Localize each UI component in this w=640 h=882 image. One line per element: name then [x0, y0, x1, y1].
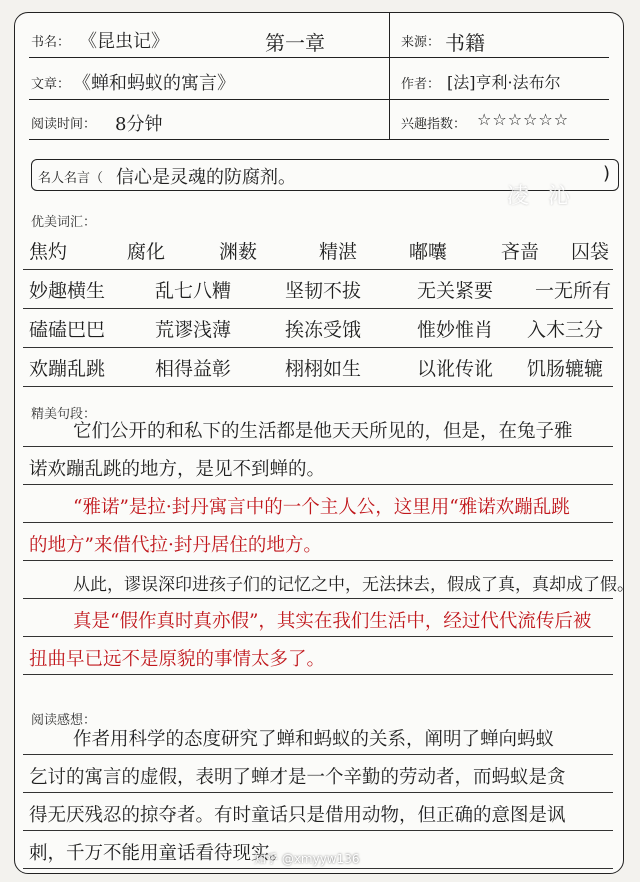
header-column-divider	[389, 13, 390, 140]
excerpt-text: 从此，谬误深印进孩子们的记忆之中，无法抹去，假成了真，真却成了假。	[73, 575, 634, 595]
vocab-word: 饥肠辘辘	[527, 358, 604, 380]
vocab-row	[23, 309, 613, 348]
reading-card	[14, 12, 634, 874]
quote-text: 信心是灵魂的防腐剂。	[116, 167, 296, 188]
excerpt-line	[23, 485, 613, 523]
vocab-word: 无关紧要	[417, 280, 494, 302]
reading-time-value: 8分钟	[115, 114, 163, 135]
vocab-word: 精湛	[319, 241, 358, 263]
reflection-text: 乞讨的寓言的虚假，表明了蝉才是一个辛勤的劳动者，而蚂蚁是贪	[29, 767, 566, 788]
vocab-word: 囚袋	[571, 241, 610, 263]
vocab-word: 荒谬浅薄	[155, 319, 232, 341]
vocab-word: 以讹传讹	[417, 358, 494, 380]
excerpt-line	[23, 523, 613, 561]
vocab-word: 焦灼	[29, 241, 68, 263]
chapter-title: 第一章	[265, 31, 325, 55]
vocab-word: 磕磕巴巴	[29, 319, 106, 341]
reflection-text: 得无厌残忍的掠夺者。有时童话只是借用动物，但正确的意图是讽	[29, 805, 566, 826]
reflection-lines	[23, 717, 613, 869]
vocab-word: 乱七八糟	[155, 280, 232, 302]
excerpt-line	[23, 561, 634, 599]
excerpt-line	[23, 599, 613, 637]
excerpt-annotation: 真是“假作真时真亦假”，其实在我们生活中，经过代代流传后被	[73, 611, 592, 632]
vocab-row	[23, 231, 613, 270]
vocab-grid	[23, 231, 613, 387]
vocab-word: 吝啬	[501, 241, 540, 263]
interest-label: 兴趣指数：	[401, 117, 467, 132]
vocab-word: 一无所有	[535, 280, 612, 302]
name-stamp: 凌 沁	[507, 184, 576, 209]
reflection-title: 阅读感想：	[31, 713, 97, 728]
header-divider	[29, 57, 609, 58]
vocab-word: 腐化	[127, 241, 166, 263]
interest-stars: ☆☆☆☆☆☆	[477, 110, 570, 129]
watermark: 知乎 @xmyyw136	[254, 852, 360, 866]
reflection-line	[23, 717, 613, 755]
reflection-line	[23, 755, 613, 793]
excerpt-title: 精美句段：	[31, 407, 97, 422]
vocab-title: 优美词汇：	[31, 215, 97, 230]
vocab-word: 坚韧不拔	[285, 280, 362, 302]
article-label: 文章：	[31, 77, 71, 92]
vocab-row	[23, 348, 613, 387]
source-label: 来源：	[401, 35, 441, 50]
author-label: 作者：	[401, 77, 441, 92]
excerpt-line	[23, 637, 613, 675]
header-divider	[29, 99, 609, 100]
excerpt-text: 诺欢蹦乱跳的地方，是见不到蝉的。	[29, 459, 326, 480]
article-title: 《蝉和蚂蚁的寓言》	[73, 73, 235, 94]
reflection-line	[23, 793, 613, 831]
vocab-word: 惟妙惟肖	[417, 319, 494, 341]
vocab-word: 嘟囔	[409, 241, 448, 263]
vocab-word: 妙趣横生	[29, 280, 106, 302]
vocab-word: 相得益彰	[155, 358, 232, 380]
source-value: 书籍	[445, 31, 485, 55]
vocab-word: 入木三分	[527, 319, 604, 341]
book-label: 书名：	[31, 35, 71, 50]
excerpt-annotation: 的地方”来借代拉·封丹居住的地方。	[29, 535, 322, 556]
reflection-text: 作者用科学的态度研究了蝉和蚂蚁的关系，阐明了蝉向蚂蚁	[73, 729, 555, 750]
header-divider	[29, 139, 609, 140]
vocab-row	[23, 270, 613, 309]
excerpt-annotation: 扭曲早已远不是原貌的事情太多了。	[29, 649, 326, 670]
excerpt-annotation: “雅诺”是拉·封丹寓言中的一个主人公，这里用“雅诺欢蹦乱跳	[73, 497, 570, 518]
excerpt-lines	[23, 409, 634, 675]
vocab-word: 渊薮	[219, 241, 258, 263]
excerpt-line	[23, 447, 613, 485]
excerpt-text: 它们公开的和私下的生活都是他天天所见的，但是，在兔子雅	[73, 421, 573, 442]
quote-label: 名人名言（	[38, 171, 104, 186]
vocab-word: 栩栩如生	[285, 358, 362, 380]
reading-time-label: 阅读时间：	[31, 117, 97, 132]
book-title: 《昆虫记》	[79, 31, 169, 52]
author-value: [法]亨利·法布尔	[447, 73, 561, 92]
reflection-text: 刺，千万不能用童话看待现实。	[29, 843, 289, 864]
excerpt-line	[23, 409, 613, 447]
vocab-word: 欢蹦乱跳	[29, 358, 106, 380]
quote-close: )	[602, 163, 610, 184]
vocab-word: 挨冻受饿	[285, 319, 362, 341]
